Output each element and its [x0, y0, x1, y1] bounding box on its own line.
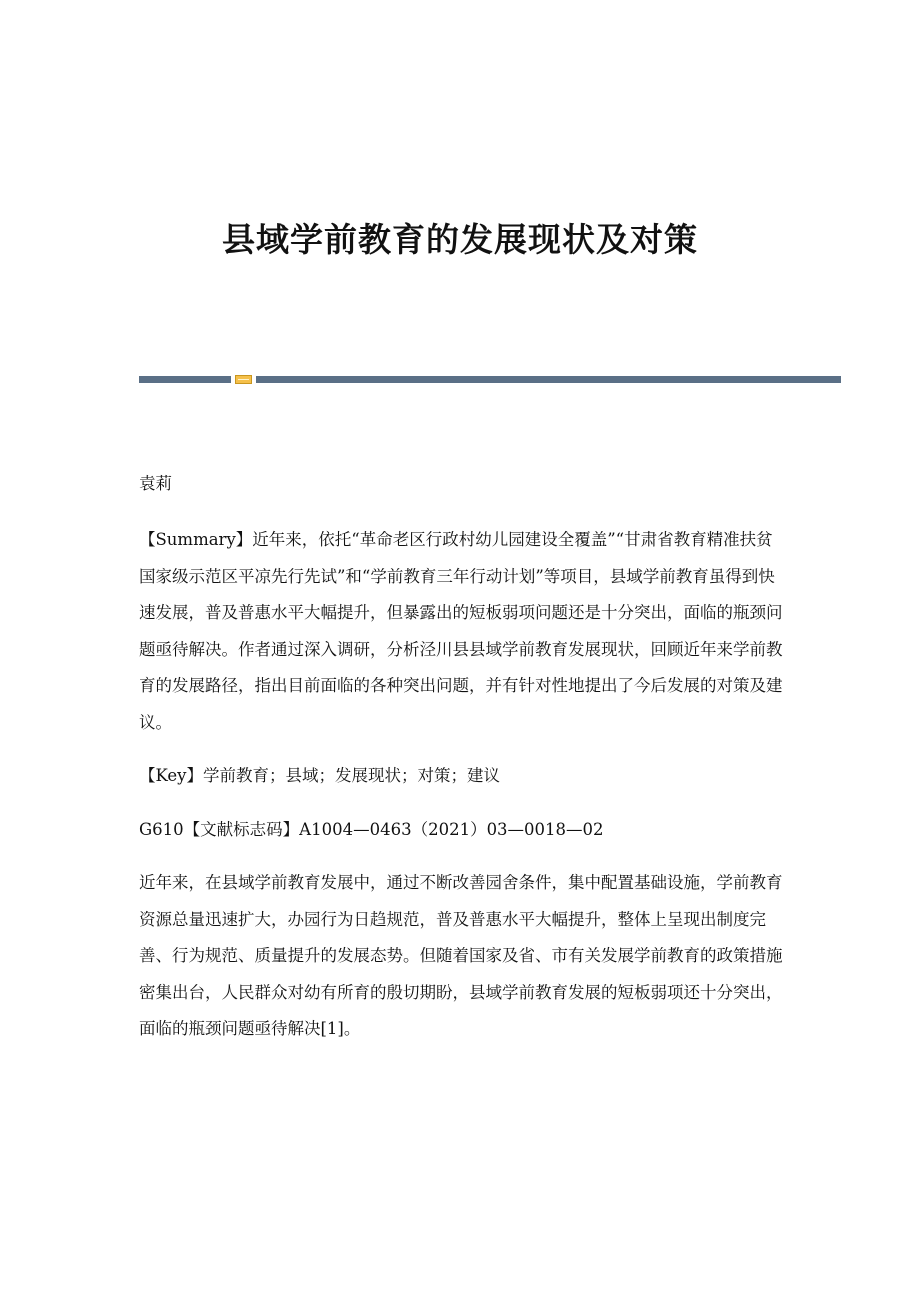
keywords-line: 【Key】学前教育；县域；发展现状；对策；建议 [139, 766, 500, 785]
title-divider [139, 375, 841, 385]
document-body [139, 468, 789, 1048]
divider-ornament-icon [235, 375, 252, 384]
summary-paragraph: 【Summary】近年来，依托“革命老区行政村幼儿园建设全覆盖”“甘肃省教育精准扶贫国家级示范区平凉先行先试”和“学前教育三年行动计划”等项目，县域学前教育虽得到快速发展，普及普惠水平大幅提升，但暴露出的短板弱项问题还是十分突出，面临的瓶颈问题亟待解决。作者通过深入调研，分析泾川县县域学前教育发展现状，回顾近年来学前教育的发展路径，指出目前面临的各种突出问题，并有针对性地提出了今后发展的对策及建议。 [139, 530, 783, 732]
classification-line: G610【文献标志码】A1004—0463（2021）03—0018—02 [139, 819, 604, 839]
divider-bar-left [139, 376, 231, 383]
divider-bar-right [256, 376, 841, 383]
body-paragraph: 近年来，在县域学前教育发展中，通过不断改善园舍条件，集中配置基础设施，学前教育资源总量迅速扩大，办园行为日趋规范，普及普惠水平大幅提升，整体上呈现出制度完善、行为规范、质量提升的发展态势。但随着国家及省、市有关发展学前教育的政策措施密集出台，人民群众对幼有所育的殷切期盼，县域学前教育发展的短板弱项还十分突出，面临的瓶颈问题亟待解决[1]。 [139, 873, 783, 1038]
author-name: 袁莉 [139, 474, 172, 493]
document-title: 县域学前教育的发展现状及对策 [222, 220, 698, 259]
